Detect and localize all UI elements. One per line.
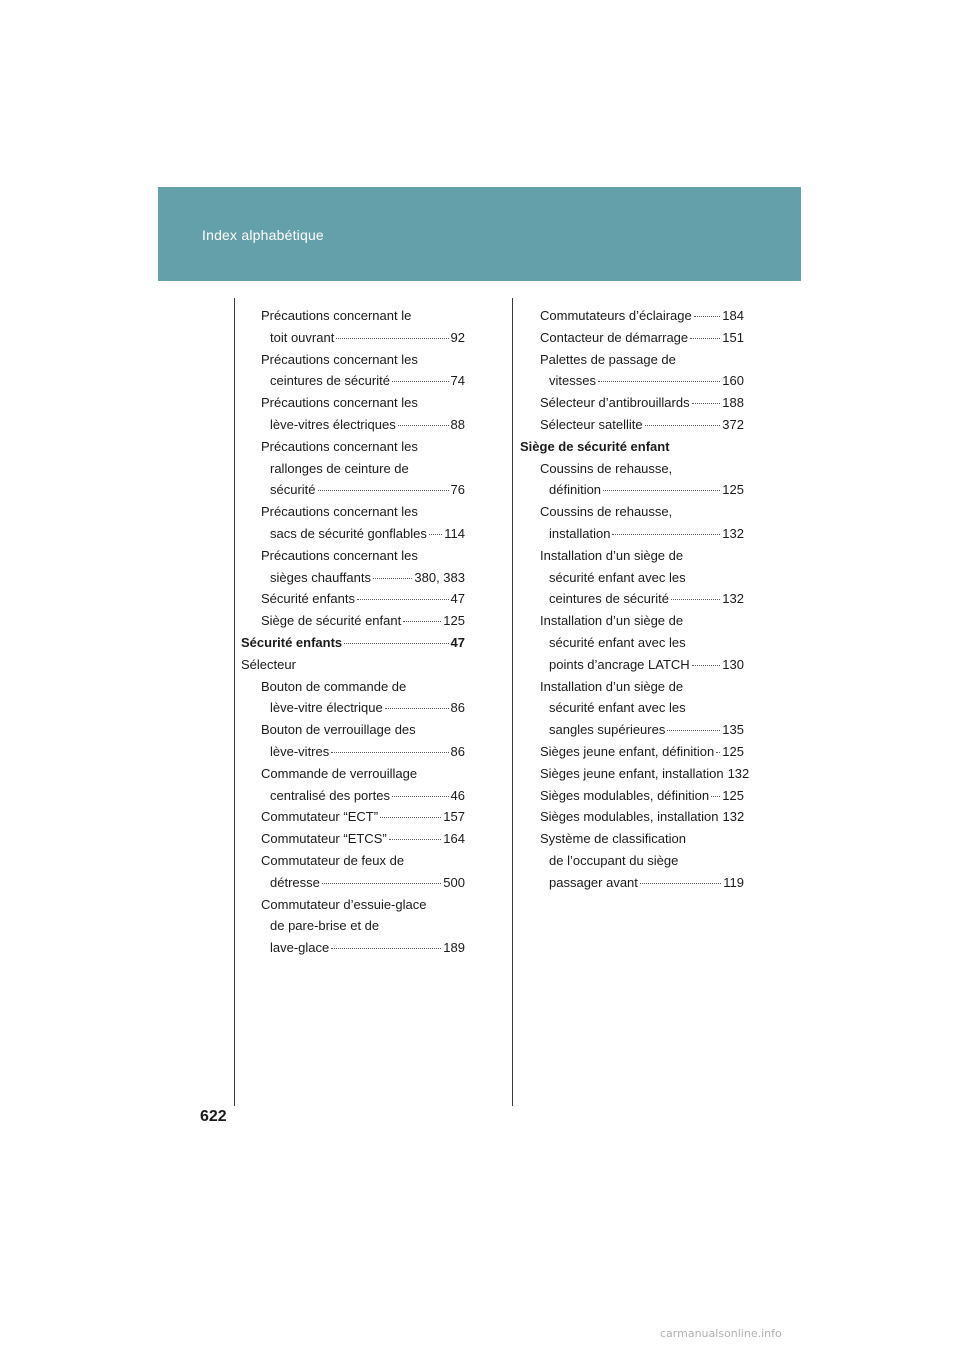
dot-leader <box>322 883 441 884</box>
page-reference: 76 <box>450 482 465 498</box>
index-entry <box>520 305 744 327</box>
index-entry-text: Sièges jeune enfant, installation <box>540 765 724 781</box>
dot-leader <box>429 534 442 535</box>
index-entry <box>520 458 744 502</box>
index-column-right <box>520 305 750 894</box>
index-entry <box>520 828 744 893</box>
index-entry-text: Siège de sécurité enfant <box>520 438 670 454</box>
page-reference: 380, 383 <box>414 569 465 585</box>
dot-leader <box>357 599 449 600</box>
page-reference: 86 <box>450 743 465 759</box>
page-reference: 125 <box>722 787 744 803</box>
dot-leader <box>373 578 412 579</box>
index-entry-text: Commutateurs d’éclairage <box>540 308 692 323</box>
index-entry <box>241 349 465 393</box>
page-number: 622 <box>200 1108 227 1125</box>
index-entry <box>241 610 465 632</box>
index-entry-text: rallonges de ceinture de <box>270 460 409 476</box>
index-entry-text: Bouton de commande de <box>261 678 407 694</box>
index-entry-leader-line <box>520 414 744 436</box>
index-entry-leader-line <box>241 610 465 632</box>
dot-leader <box>336 338 448 339</box>
page-reference: 164 <box>443 831 465 847</box>
index-entry-text: lève-vitres <box>270 743 330 759</box>
index-entry-text: ceintures de sécurité <box>549 591 669 607</box>
index-entry <box>241 676 465 720</box>
page-reference: 132 <box>722 591 744 607</box>
index-entry-text: Contacteur de démarrage <box>540 329 689 345</box>
index-entry-leader-line <box>241 632 465 654</box>
index-entry <box>520 327 744 349</box>
index-entry-text: sécurité enfant avec les <box>549 569 686 585</box>
index-entry-text: Siège de sécurité enfant <box>261 613 402 629</box>
dot-leader <box>398 425 449 426</box>
index-entry-leader-line <box>241 567 465 589</box>
index-entry <box>241 850 465 894</box>
page-reference: 132 <box>722 809 745 825</box>
page-reference: 157 <box>443 809 465 825</box>
index-entry <box>520 785 744 807</box>
index-entry-text: Commutateur “ECT” <box>261 809 379 825</box>
index-entry-leader-line <box>520 872 744 894</box>
index-entry <box>241 392 465 436</box>
index-entry <box>520 763 750 785</box>
index-entry <box>520 436 744 458</box>
page-reference: 125 <box>722 743 744 759</box>
page-reference: 132 <box>727 765 750 781</box>
index-entry-leader-line <box>241 828 465 850</box>
dot-leader <box>389 839 442 840</box>
index-entry-leader-line <box>241 414 465 436</box>
index-entry-text: détresse <box>270 874 320 890</box>
page-reference: 372 <box>722 416 744 432</box>
index-entry-text: Sièges modulables, définition <box>540 787 710 803</box>
section-title: Index alphabétique <box>202 227 324 243</box>
dot-leader <box>640 883 721 884</box>
dot-leader <box>331 752 448 753</box>
index-entry-leader-line <box>241 697 465 719</box>
index-entry-leader-line <box>520 763 750 785</box>
index-entry <box>241 588 465 610</box>
dot-leader <box>645 425 721 426</box>
dot-leader <box>318 490 449 491</box>
page-reference: 500 <box>443 874 465 890</box>
dot-leader <box>711 796 720 797</box>
index-entry-leader-line <box>241 588 465 610</box>
column-divider <box>512 298 513 1106</box>
page-reference: 132 <box>722 525 744 541</box>
index-entry-leader-line <box>520 370 744 392</box>
index-entry-text: vitesses <box>549 373 596 389</box>
dot-leader <box>403 621 441 622</box>
dot-leader <box>692 403 721 404</box>
page-reference: 151 <box>722 329 744 345</box>
index-entry <box>520 392 744 414</box>
index-entry <box>241 632 465 654</box>
index-entry-leader-line <box>520 785 744 807</box>
index-entry-text: Sièges modulables, installation <box>540 809 719 825</box>
index-entry-text: points d’ancrage LATCH <box>549 656 690 672</box>
dot-leader <box>385 708 449 709</box>
index-entry-leader-line <box>241 785 465 807</box>
index-entry-leader-line <box>520 327 744 349</box>
index-entry-leader-line <box>520 305 744 327</box>
index-entry-text: définition <box>549 482 602 498</box>
index-entry <box>241 501 465 545</box>
index-entry-text: passager avant <box>549 874 638 890</box>
section-header-band <box>158 187 801 281</box>
index-entry-text: sièges chauffants <box>270 569 371 585</box>
dot-leader <box>392 381 449 382</box>
index-entry-leader-line <box>241 741 465 763</box>
index-entry-text: Commande de verrouillage <box>261 765 418 781</box>
index-entry-leader-line <box>241 327 465 349</box>
watermark: carmanualsonline.info <box>660 1327 782 1340</box>
page-reference: 188 <box>722 395 744 411</box>
index-entry-text: Précautions concernant les <box>261 547 418 563</box>
index-entry-leader-line <box>520 806 744 828</box>
index-entry-text: sécurité <box>270 482 316 498</box>
page-reference: 125 <box>443 613 465 629</box>
page-reference: 114 <box>444 525 465 541</box>
index-entry-text: Coussins de rehausse, <box>540 504 673 520</box>
dot-leader <box>694 316 721 317</box>
index-entry <box>241 719 465 763</box>
index-entry <box>241 806 465 828</box>
index-entry-text: Système de classification <box>540 831 686 847</box>
page-reference: 125 <box>722 482 744 498</box>
page-reference: 92 <box>450 329 465 345</box>
dot-leader <box>612 534 720 535</box>
index-entry-leader-line <box>241 479 465 501</box>
index-entry-text: Installation d’un siège de <box>540 678 684 694</box>
index-entry <box>520 414 744 436</box>
index-entry <box>520 741 744 763</box>
index-entry-leader-line <box>241 523 465 545</box>
index-entry <box>241 305 465 349</box>
index-entry-text: Coussins de rehausse, <box>540 460 673 476</box>
index-entry-text: Sélecteur <box>241 656 296 672</box>
index-entry <box>520 806 744 828</box>
dot-leader <box>392 796 449 797</box>
index-entry-leader-line <box>520 588 744 610</box>
index-entry-text: Installation d’un siège de <box>540 547 684 563</box>
index-entry-text: Sécurité enfants <box>261 591 355 607</box>
index-entry-text: Palettes de passage de <box>540 351 676 367</box>
index-entry-leader-line <box>241 937 465 959</box>
index-entry-leader-line <box>520 392 744 414</box>
index-entry-text: Installation d’un siège de <box>540 613 684 629</box>
dot-leader <box>598 381 720 382</box>
page-reference: 130 <box>722 656 744 672</box>
index-entry-text: Bouton de verrouillage des <box>261 722 416 738</box>
index-entry-text: sacs de sécurité gonflables <box>270 525 427 541</box>
dot-leader <box>690 338 720 339</box>
index-entry-leader-line <box>241 872 465 894</box>
index-entry-text: Précautions concernant les <box>261 438 418 454</box>
index-entry-text: Sièges jeune enfant, définition <box>540 743 715 759</box>
index-entry-text: Sélecteur satellite <box>540 416 643 432</box>
page-reference: 47 <box>450 634 465 650</box>
dot-leader <box>380 817 441 818</box>
index-entry <box>241 763 465 807</box>
page-reference: 46 <box>450 787 465 803</box>
index-entry-leader-line <box>520 523 744 545</box>
index-entry-text: toit ouvrant <box>270 329 335 345</box>
page-reference: 88 <box>450 416 465 432</box>
index-entry-text: sangles supérieures <box>549 722 666 738</box>
page-reference: 74 <box>450 373 465 389</box>
index-entry-text: sécurité enfant avec les <box>549 700 686 716</box>
index-entry-text: Précautions concernant les <box>261 351 418 367</box>
index-entry <box>241 545 465 589</box>
index-entry-text: Commutateur “ETCS” <box>261 831 387 847</box>
dot-leader <box>344 643 448 644</box>
index-entry-text: sécurité enfant avec les <box>549 634 686 650</box>
dot-leader <box>603 490 720 491</box>
dot-leader <box>671 599 720 600</box>
page-reference: 119 <box>723 874 744 890</box>
index-entry <box>520 501 744 545</box>
index-entry-leader-line <box>520 741 744 763</box>
index-entry-text: installation <box>549 525 611 541</box>
index-entry-text: centralisé des portes <box>270 787 390 803</box>
index-entry-leader-line <box>520 719 744 741</box>
index-entry-text: Précautions concernant les <box>261 504 418 520</box>
page-reference: 86 <box>450 700 465 716</box>
dot-leader <box>331 948 441 949</box>
dot-leader <box>692 665 721 666</box>
index-entry-leader-line <box>520 654 744 676</box>
index-entry-leader-line <box>241 370 465 392</box>
index-entry <box>241 828 465 850</box>
index-entry-text: lève-vitres électriques <box>270 416 396 432</box>
index-entry <box>241 894 465 959</box>
index-entry <box>520 545 744 610</box>
index-entry <box>520 610 744 675</box>
index-entry-text: lève-vitre électrique <box>270 700 383 716</box>
index-entry-text: Sécurité enfants <box>241 634 343 650</box>
index-entry-text: Sélecteur d’antibrouillards <box>540 395 690 411</box>
index-entry <box>241 436 465 501</box>
index-entry-leader-line <box>520 479 744 501</box>
page-reference: 184 <box>722 308 744 323</box>
left-rule <box>234 298 235 1106</box>
index-entry-text: de l’occupant du siège <box>549 852 679 868</box>
index-entry-text: Commutateur d’essuie-glace <box>261 896 427 912</box>
index-entry-leader-line <box>241 806 465 828</box>
index-column-left <box>241 305 465 959</box>
index-entry <box>520 676 744 741</box>
dot-leader <box>667 730 720 731</box>
index-entry-text: Commutateur de feux de <box>261 852 405 868</box>
page-reference: 160 <box>722 373 744 389</box>
index-entry-text: de pare-brise et de <box>270 918 380 934</box>
index-entry-text: ceintures de sécurité <box>270 373 390 389</box>
page-reference: 189 <box>443 940 465 956</box>
index-entry <box>241 654 465 676</box>
index-entry-text: lave-glace <box>270 940 330 956</box>
index-entry-text: Précautions concernant les <box>261 395 418 411</box>
page-reference: 47 <box>450 591 465 607</box>
index-entry-text: Précautions concernant le <box>261 308 412 323</box>
dot-leader <box>716 752 720 753</box>
index-entry <box>520 349 744 393</box>
page-reference: 135 <box>722 722 744 738</box>
